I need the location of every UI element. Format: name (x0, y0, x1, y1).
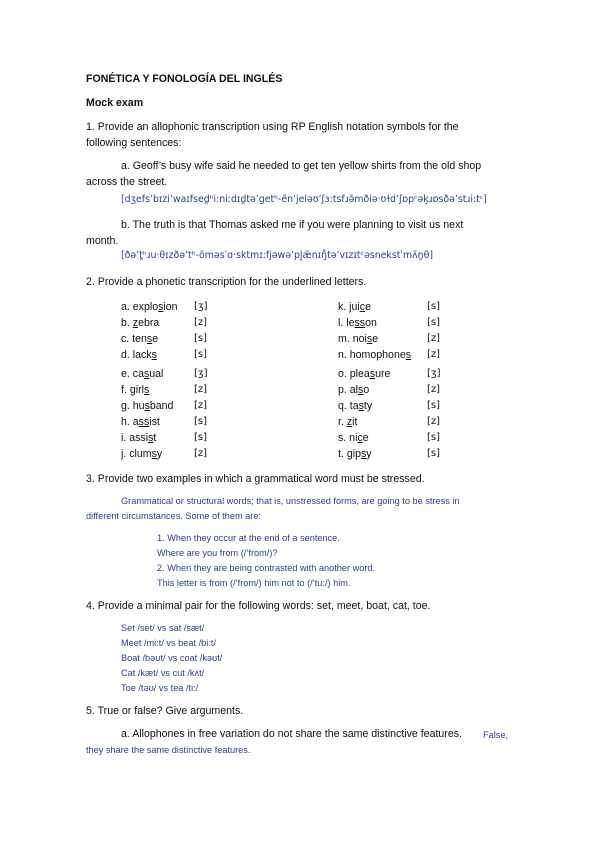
q2-item-text: i. assi (121, 432, 149, 444)
q2-item-text: h. a (121, 416, 139, 428)
q1b-sentence-cont: month. (86, 235, 119, 247)
q2-underlined-letters: s (148, 432, 154, 444)
q3-answer: Grammatical or structural words; that is, unstressed forms, are going to be stress in (121, 496, 460, 506)
q4-heading: 4. Provide a minimal pair for the following words: set, meet, boat, cat, toe. (86, 600, 431, 612)
q3-item-2: 2. When they are being contrasted with another word. (157, 563, 376, 573)
q2-item-word (121, 400, 173, 412)
q2-item-text: s. ni (338, 432, 358, 444)
q2-underlined-letters: s (358, 400, 364, 412)
q2-underlined-letters: s (151, 349, 157, 361)
q1b-transcription: [ðə’t̪ʰɹu·θɪzðə’tʰ-õməsˈɑ·sktmɪ:fjəwə’pl̥æ̃nɪŋ̊tə’vɪzɪtᶜəsnekstˈmʌ̃n̪θ] (121, 250, 434, 261)
q2-item-text: o (363, 384, 370, 396)
q2-item-text: y (156, 448, 163, 460)
q2-item-symbol: [s] (427, 400, 441, 411)
q2-item-word (121, 448, 162, 460)
q4-pair: Cat /kæt/ vs cut /kʌt/ (121, 668, 205, 678)
q2-item-text: ebra (138, 317, 160, 329)
q4-pair: Meet /mi:t/ vs beat /bi:t/ (121, 638, 216, 648)
q2-item-text: on (365, 317, 377, 329)
q2-item-text: f. girl (121, 384, 144, 396)
q2-item-text: it (352, 416, 358, 428)
q5a-statement: a. Allophones in free variation do not share the same distinctive features. (121, 728, 462, 740)
q2-item-text: r. (338, 416, 347, 428)
q2-item-symbol: [s] (194, 333, 208, 344)
q2-item-symbol: [z] (427, 416, 441, 427)
q2-item-text: band (149, 400, 174, 412)
q2-item-text: o. plea (338, 368, 370, 380)
doc-subtitle: Mock exam (86, 97, 144, 109)
q2-item-word (338, 301, 371, 313)
q2-item-word (338, 333, 378, 345)
q2-item-symbol: [z] (194, 384, 208, 395)
q2-underlined-letters: c (357, 432, 363, 444)
q1b-sentence: b. The truth is that Thomas asked me if you were planning to visit us next (121, 219, 464, 231)
q3-item-1-example: Where are you from (/’from/)? (157, 548, 278, 558)
q3-item-2-example: This letter is from (/’from/) him not to (/’tu:/) him. (157, 578, 351, 588)
q2-item-text: n. homophone (338, 349, 406, 361)
q2-item-symbol: [s] (194, 416, 208, 427)
q3-item-1: 1. When they occur at the end of a sentence. (157, 533, 340, 543)
q5-heading: 5. True or false? Give arguments. (86, 705, 244, 717)
q1-heading: 1. Provide an allophonic transcription using RP English notation symbols for the (86, 121, 459, 133)
q2-item-text: j. clum (121, 448, 152, 460)
q2-item-word (338, 416, 357, 428)
q2-heading: 2. Provide a phonetic transcription for the underlined letters. (86, 276, 367, 288)
q2-underlined-letters: ss (354, 317, 366, 329)
q2-item-text: e (372, 333, 379, 345)
q2-item-text: a. explo (121, 301, 159, 313)
q2-underlined-letters: s (369, 368, 376, 380)
q2-underlined-letters: c (359, 301, 366, 313)
q4-pair: Set /set/ vs sat /sæt/ (121, 623, 205, 633)
q5a-answer-cont: they share the same distinctive features. (86, 745, 251, 755)
q2-item-text: d. lack (121, 349, 152, 361)
q2-item-symbol: [ʒ] (194, 301, 208, 312)
q2-item-word (338, 384, 369, 396)
q2-item-symbol: [z] (427, 349, 441, 360)
q2-underlined-letters: s (366, 333, 373, 345)
q2-item-word (338, 349, 411, 361)
q2-item-text: m. noi (338, 333, 367, 345)
q2-item-word (338, 432, 369, 444)
q2-item-symbol: [z] (427, 333, 441, 344)
q1a-sentence-cont: across the street. (86, 176, 168, 188)
q2-item-text: e (362, 432, 369, 444)
q2-item-symbol: [z] (194, 448, 208, 459)
q2-item-text: t. gip (338, 448, 361, 460)
q2-item-symbol: [ʒ] (194, 368, 208, 379)
q2-item-symbol: [z] (427, 384, 441, 395)
q2-underlined-letters: s (158, 301, 164, 313)
q2-item-symbol: [ʒ] (427, 368, 441, 379)
q2-item-word (338, 448, 372, 460)
q2-item-text: l. le (338, 317, 355, 329)
q2-underlined-letters: s (360, 448, 367, 460)
q2-underlined-letters: s (143, 384, 150, 396)
q2-item-word (338, 400, 372, 412)
q2-item-text: k. jui (338, 301, 360, 313)
q1a-sentence: a. Geoff’s busy wife said he needed to get ten yellow shirts from the old shop (121, 160, 482, 172)
q2-underlined-letters: s (358, 384, 364, 396)
q2-item-word (121, 333, 158, 345)
q3-answer-cont: different circumstances. Some of them are: (86, 511, 261, 521)
q2-underlined-letters: s (144, 400, 150, 412)
q4-pair: Boat /bəʊt/ vs coat /kəʊt/ (121, 653, 223, 663)
q1-heading-cont: following sentences: (86, 137, 182, 149)
q2-item-symbol: [s] (427, 301, 441, 312)
q2-item-symbol: [z] (194, 317, 208, 328)
doc-title: FONÉTICA Y FONOLOGÍA DEL INGLÉS (86, 73, 283, 85)
q2-item-word (121, 317, 159, 329)
q2-item-symbol: [s] (427, 448, 441, 459)
q2-item-text: ual (149, 368, 164, 380)
q2-item-text: ion (163, 301, 178, 313)
q2-underlined-letters: s (143, 368, 150, 380)
q2-item-symbol: [s] (427, 432, 441, 443)
q5a-answer: False, (483, 730, 509, 740)
q2-item-word (121, 416, 160, 428)
q2-item-symbol: [z] (194, 400, 208, 411)
q2-item-symbol: [s] (427, 317, 441, 328)
q2-underlined-letters: s (146, 333, 153, 345)
q2-item-text: g. hu (121, 400, 145, 412)
q2-item-text: q. ta (338, 400, 359, 412)
q2-item-word (121, 384, 149, 396)
q2-item-text: ty (363, 400, 373, 412)
q2-item-word (121, 349, 157, 361)
q2-item-word (338, 368, 390, 380)
q2-item-word (121, 432, 156, 444)
q3-heading: 3. Provide two examples in which a grammatical word must be stressed. (86, 473, 425, 485)
q2-item-symbol: [s] (194, 349, 208, 360)
q2-underlined-letters: s (151, 448, 157, 460)
q2-item-text: e (152, 333, 159, 345)
q2-item-symbol: [s] (194, 432, 208, 443)
q2-item-word (121, 301, 178, 313)
q1a-transcription: [dʒefs’bɪzi’waɪfsed̪ʰi:niːdɪd̪tə’getʰ-ẽn’jeləʊ’ʃɜ:tsfɹə̃mðiə·ʊɫd’ʃɒpᶜək̟ɹɒsðə’stɹi:tᶜ] (121, 194, 487, 205)
q2-item-text: e (365, 301, 371, 313)
q2-item-word (121, 368, 163, 380)
q4-pair: Toe /təʊ/ vs tea /ti:/ (121, 683, 199, 693)
q2-underlined-letters: ss (138, 416, 150, 428)
q2-item-text: ure (375, 368, 391, 380)
q2-underlined-letters: z (346, 416, 353, 428)
q2-item-text: p. al (338, 384, 359, 396)
q2-item-text: t (153, 432, 157, 444)
q2-item-text: e. ca (121, 368, 144, 380)
q2-item-text: y (366, 448, 372, 460)
q2-item-text: ist (149, 416, 160, 428)
q2-underlined-letters: z (132, 317, 139, 329)
q2-underlined-letters: s (405, 349, 412, 361)
q2-item-text: b. (121, 317, 133, 329)
q2-item-word (338, 317, 377, 329)
q2-item-text: c. ten (121, 333, 147, 345)
